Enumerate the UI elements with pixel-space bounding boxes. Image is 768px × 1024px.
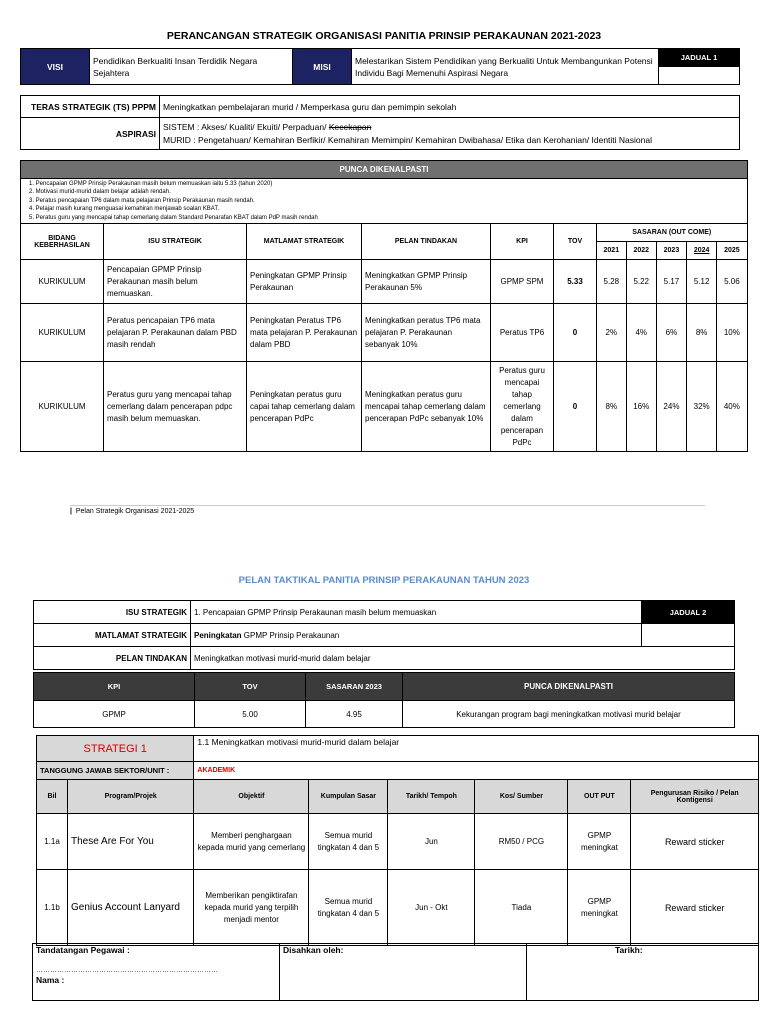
row2-tov: 0 [554,304,597,362]
col-matlamat: MATLAMAT STRATEGIK [247,224,362,260]
row3-matlamat: Peningkatan peratus guru capai tahap cemerlang dalam pencerapan PdPc [247,362,362,452]
p1-program: These Are For You [68,814,194,870]
sasaran-header: SASARAN 2023 [306,673,403,701]
jadual-1-badge: JADUAL 1 [659,49,740,67]
misi-label: MISI [293,49,352,85]
nama-label: Nama : [36,975,65,985]
matlamat-label: MATLAMAT STRATEGIK [34,624,191,647]
teras-label: TERAS STRATEGIK (TS) PPPM [21,96,160,118]
doc2-title: PELAN TAKTIKAL PANITIA PRINSIP PERAKAUNAN TAHUN 2023 [238,575,530,586]
tanggung-jawab-label: TANGGUNG JAWAB SEKTOR/UNIT : [37,762,194,780]
col-kumpulan: Kumpulan Sasar [309,780,388,814]
row1-s2023: 5.17 [656,260,686,304]
row1-s2022: 5.22 [626,260,656,304]
p2-program: Genius Account Lanyard [68,870,194,946]
table-row [21,362,748,452]
strategi-label: STRATEGI 1 [37,736,194,762]
aspirasi-text [160,118,740,150]
punca-item: 3. Peratus pencapaian TP6 dalam mata pelajaran Prinsip Perakaunan masih rendah. [29,197,255,204]
row1-bidang: KURIKULUM [21,260,104,304]
p1-kumpulan: Semua murid tingkatan 4 dan 5 [309,814,388,870]
row3-isu: Peratus guru yang mencapai tahap cemerlang dalam pencerapan pdpc masih belum memuaskan. [104,362,247,452]
col-kos: Kos/ Sumber [475,780,568,814]
jadual-2-badge: JADUAL 2 [642,601,735,624]
col-output: OUT PUT [568,780,631,814]
doc1-title: PERANCANGAN STRATEGIK ORGANISASI PANITIA PRINSIP PERAKAUNAN 2021-2023 [166,30,602,42]
strategy-columns [37,780,759,814]
p1-kos: RM50 / PCG [475,814,568,870]
p2-tarikh: Jun - Okt [388,870,475,946]
row2-bidang: KURIKULUM [21,304,104,362]
row3-s2023: 24% [656,362,686,452]
col-bil: Bil [37,780,68,814]
row3-s2024: 32% [687,362,717,452]
pelan-value: Meningkatkan motivasi murid-murid dalam belajar [191,647,735,670]
col-sasaran: SASARAN (OUT COME) [597,224,748,242]
row3-s2021: 8% [597,362,627,452]
row2-isu: Peratus pencapaian TP6 mata pelajaran P. Perakaunan dalam PBD masih rendah [104,304,247,362]
p2-output: GPMP meningkat [568,870,631,946]
col-risiko: Pengurusan Risiko / Pelan Kontigensi [631,780,759,814]
teras-table [20,95,740,150]
misi-text: Melestarikan Sistem Pendidikan yang Berkualiti Untuk Membangunkan Potensi Individu Bagi Memenuhi Aspirasi Negara [352,49,659,85]
punca-dikenalpasti-header: PUNCA DIKENALPASTI [403,673,735,701]
kpi-table [33,672,735,728]
isu-label: ISU STRATEGIK [34,601,191,624]
p2-kumpulan: Semua murid tingkatan 4 dan 5 [309,870,388,946]
visi-misi-table [20,48,740,85]
tarikh-label: Tarikh: [527,944,759,1001]
punca-header: PUNCA DIKENALPASTI [21,161,748,179]
kpi-value: GPMP [34,701,195,728]
p1-risiko: Reward sticker [631,814,759,870]
p1-tarikh: Jun [388,814,475,870]
year-2024: 2024 [687,242,717,260]
row1-isu: Pencapaian GPMP Prinsip Perakaunan masih belum memuaskan. [104,260,247,304]
visi-label: VISI [21,49,90,85]
page-footer: | Pelan Strategik Organisasi 2021-2025 [70,508,195,515]
tanggung-jawab-value: AKADEMIK [194,762,759,780]
row2-s2023: 6% [656,304,686,362]
year-2025: 2025 [717,242,747,260]
row2-s2021: 2% [597,304,627,362]
row2-matlamat: Peningkatan Peratus TP6 mata pelajaran P. Perakaunan dalam PBD [247,304,362,362]
visi-text: Pendidikan Berkualiti Insan Terdidik Negara Sejahtera [90,49,293,85]
punca-item: 4. Pelajar masih kurang menguasai kemahiran menjawab soalan KBAT. [29,206,219,213]
p2-bil: 1.1b [37,870,68,946]
col-bidang: BIDANG KEBERHASILAN [21,224,104,260]
p1-output: GPMP meningkat [568,814,631,870]
strategy-table [36,735,759,946]
isu-value: 1. Pencapaian GPMP Prinsip Perakaunan masih belum memuaskan [191,601,642,624]
col-objektif: Objektif [194,780,309,814]
row1-s2021: 5.28 [597,260,627,304]
sign-dots: …………………………………………………………………… [36,967,218,974]
p2-risiko: Reward sticker [631,870,759,946]
punca-item: 5. Peratus guru yang mencapai tahap cemerlang dalam Standard Penarafan KBAT dalam PdP masih rendah [29,214,318,221]
table-row [37,870,759,946]
jadual-2-cell [642,624,735,647]
aspirasi-murid: MURID : Pengetahuan/ Kemahiran Berfikir/ Kemahiran Memimpin/ Kemahiran Dwibahasa/ Etika dan Kerohanian/ Identiti Nasional [163,134,652,145]
year-2023: 2023 [656,242,686,260]
jadual-1-cell [659,67,740,85]
table-row [21,260,748,304]
row3-s2022: 16% [626,362,656,452]
year-2021: 2021 [597,242,627,260]
aspirasi-sistem: SISTEM : Akses/ Kualiti/ Ekuiti/ Perpaduan/ Kecekapan [163,121,372,132]
row3-pelan: Meningkatkan peratus guru mencapai tahap cemerlang dalam pencerapan PdPc sebanyak 10% [362,362,491,452]
row2-s2024: 8% [687,304,717,362]
row1-pelan: Meningkatkan GPMP Prinsip Perakaunan 5% [362,260,491,304]
p2-kos: Tiada [475,870,568,946]
sign-label: Tandatangan Pegawai : [36,945,130,955]
strategic-plan-table [20,160,748,452]
col-program: Program/Projek [68,780,194,814]
col-pelan: PELAN TINDAKAN [362,224,491,260]
p1-objektif: Memberi penghargaan kepada murid yang cemerlang [194,814,309,870]
punca-item: 1. Pencapaian GPMP Prinsip Perakaunan masih belum memuaskan iaitu 5.33 (tahun 2020) [29,181,273,187]
punca-value: Kekurangan program bagi meningkatkan motivasi murid belajar [403,701,735,728]
row3-kpi: Peratus guru mencapai tahap cemerlang dalam pencerapan PdPc [491,362,554,452]
col-kpi: KPI [491,224,554,260]
col-tov: TOV [554,224,597,260]
col-tarikh: Tarikh/ Tempoh [388,780,475,814]
row3-tov: 0 [554,362,597,452]
disahkan-label: Disahkan oleh: [280,944,527,1001]
tactical-header-table [33,600,735,670]
kpi-header: KPI [34,673,195,701]
teras-text: Meningkatkan pembelajaran murid / Memperkasa guru dan pemimpin sekolah [160,96,740,118]
sasaran-value: 4.95 [306,701,403,728]
footer-divider [70,505,705,506]
row1-s2024: 5.12 [687,260,717,304]
year-2022: 2022 [626,242,656,260]
row2-kpi: Peratus TP6 [491,304,554,362]
row3-s2025: 40% [717,362,747,452]
punca-list [21,179,748,224]
row3-bidang: KURIKULUM [21,362,104,452]
table-row [37,814,759,870]
tov-header: TOV [195,673,306,701]
tov-value: 5.00 [195,701,306,728]
p1-bil: 1.1a [37,814,68,870]
row2-s2022: 4% [626,304,656,362]
table-row [21,304,748,362]
row2-pelan: Meningkatkan peratus TP6 mata pelajaran P. Perakaunan sebanyak 10% [362,304,491,362]
matlamat-value: Peningkatan GPMP Prinsip Perakaunan [191,624,642,647]
col-isu: ISU STRATEGIK [104,224,247,260]
aspirasi-strike: Kecekapan [328,121,372,132]
signature-table [32,943,759,1001]
row1-tov: 5.33 [554,260,597,304]
p2-objektif: Memberikan pengiktirafan kepada murid yang terpilih menjadi mentor [194,870,309,946]
row1-matlamat: Peningkatan GPMP Prinsip Perakaunan [247,260,362,304]
sign-cell [33,944,280,1001]
aspirasi-label: ASPIRASI [21,118,160,150]
row1-kpi: GPMP SPM [491,260,554,304]
pelan-label: PELAN TINDAKAN [34,647,191,670]
strategi-value: 1.1 Meningkatkan motivasi murid-murid dalam belajar [194,736,759,762]
row2-s2025: 10% [717,304,747,362]
row1-s2025: 5.06 [717,260,747,304]
punca-item: 2. Motivasi murid-murid dalam belajar adalah rendah. [29,189,171,196]
